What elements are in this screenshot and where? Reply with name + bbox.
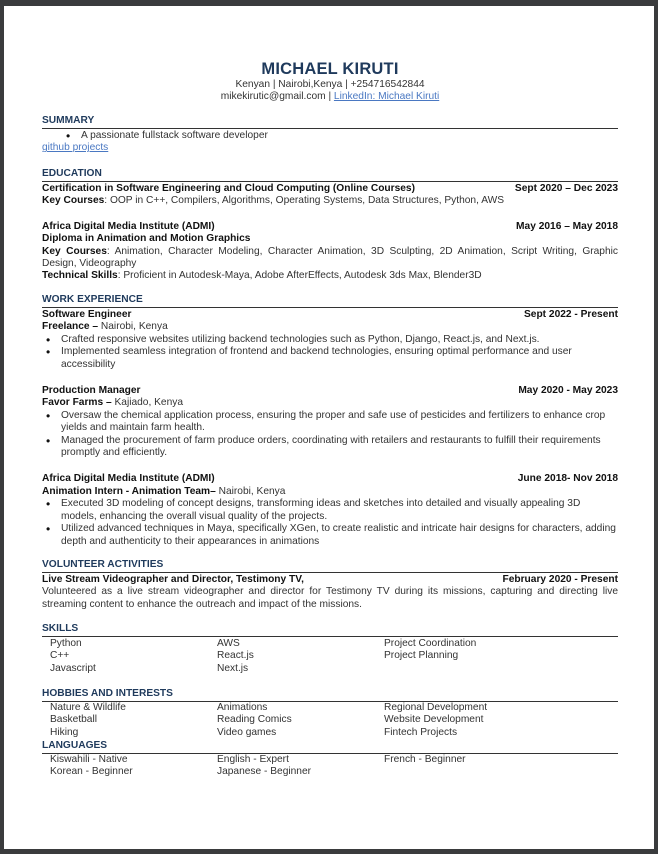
education-entry-header [42, 221, 618, 233]
key-courses-text: : OOP in C++, Compilers, Algorithms, Operating Systems, Data Structures, Python, AWS [104, 195, 505, 207]
institution: Certification in Software Engineering and Cloud Computing (Online Courses) [42, 183, 415, 194]
hobby-item: Reading Comics [217, 714, 292, 726]
job-bullet: • Utilized advanced techniques in Maya, specifically XGen, to create realistic and intricate hair designs for characters, adding depth and authenticity to their appearances in animations [61, 523, 618, 548]
hobby-item: Website Development [384, 714, 484, 726]
job-bullet: • Managed the procurement of farm produce orders, coordinating with retailers and restaurants to fulfill their requirements promptly and efficiently. [61, 435, 618, 460]
job-org [42, 321, 618, 333]
hobby-item: Animations [217, 702, 268, 713]
hobbies-section [42, 688, 618, 739]
job-role: Software Engineer [42, 309, 132, 320]
section-title: HOBBIES AND INTERESTS [42, 688, 618, 702]
skill-item: Project Coordination [384, 638, 477, 649]
job-header [42, 385, 618, 397]
org-name: Favor Farms – [42, 397, 112, 409]
job-entry [42, 309, 618, 371]
org-location: Nairobi, Kenya [98, 321, 168, 333]
hobby-item: Regional Development [384, 702, 488, 713]
job-dates: June 2018- Nov 2018 [517, 473, 618, 485]
language-item: Japanese - Beginner [217, 766, 312, 778]
key-courses-label: Key Courses [42, 195, 105, 207]
institution: Africa Digital Media Institute (ADMI) [42, 220, 215, 232]
org-location: Nairobi, Kenya [215, 485, 286, 497]
work-section [42, 294, 618, 548]
job-role: Production Manager [42, 385, 141, 397]
resume-page [4, 6, 654, 849]
languages-section [42, 740, 618, 779]
key-courses [42, 246, 618, 271]
job-dates: May 2020 - May 2023 [518, 385, 618, 397]
hobby-item: Hiking [50, 726, 79, 738]
job-bullet: • Executed 3D modeling of concept designs, transforming ideas and sketches into detailed and visually appealing 3D models, enhancing the overall visual quality of the projects. [61, 498, 618, 523]
job-entry [42, 473, 618, 547]
language-item: Korean - Beginner [50, 766, 133, 778]
key-courses [42, 195, 618, 207]
contact-line: Kenyan | Nairobi,Kenya | +254716542844 [235, 79, 425, 90]
section-title: SKILLS [42, 623, 618, 637]
summary-list [42, 130, 618, 142]
hobbies-grid [42, 702, 618, 739]
section-title: VOLUNTEER ACTIVITIES [42, 559, 618, 573]
technical-skills [42, 270, 618, 282]
separator: | [325, 91, 334, 102]
job-bullets [42, 498, 618, 548]
technical-skills-label: Technical Skills [42, 270, 118, 282]
linkedin-link[interactable]: LinkedIn: Michael Kiruti [333, 91, 440, 102]
education-section [42, 168, 618, 283]
skill-item: Python [50, 638, 82, 649]
skill-item: Next.js [217, 662, 249, 674]
volunteer-dates: February 2020 - Present [502, 574, 618, 585]
skill-item: Javascript [50, 662, 96, 674]
job-bullet: • Implemented seamless integration of frontend and backend technologies, ensuring optimal performance and user accessibility [61, 346, 618, 371]
skill-item: C++ [50, 650, 70, 662]
language-item: French - Beginner [384, 754, 466, 765]
job-bullets [42, 410, 618, 460]
job-role: Africa Digital Media Institute (ADMI) [42, 473, 215, 485]
job-dates: Sept 2022 - Present [524, 309, 618, 320]
org-location: Kajiado, Kenya [111, 397, 184, 409]
dates: Sept 2020 – Dec 2023 [514, 183, 618, 194]
email-text: mikekirutic@gmail.com [220, 91, 326, 102]
volunteer-header [42, 574, 618, 586]
job-org [42, 486, 618, 498]
key-courses-label: Key Courses [42, 245, 107, 257]
language-item: Kiswahili - Native [50, 754, 128, 765]
org-name: Animation Intern - Animation Team– [42, 485, 216, 497]
dates: May 2016 – May 2018 [516, 220, 618, 232]
education-entry-header [42, 183, 618, 195]
job-entry [42, 385, 618, 459]
key-courses-text: : Animation, Character Modeling, Character Animation, 3D Sculpting, 2D Animation, Script Writing, Graphic Design, Videography [42, 245, 618, 270]
section-title: WORK EXPERIENCE [42, 294, 618, 308]
hobby-item: Video games [217, 726, 277, 738]
job-header [42, 309, 618, 321]
skill-item: AWS [217, 638, 240, 649]
hobby-item: Basketball [50, 714, 98, 726]
github-projects-link[interactable]: github projects [42, 142, 109, 154]
hobby-item: Fintech Projects [384, 726, 458, 738]
volunteer-role: Live Stream Videographer and Director, Testimony TV, [42, 574, 304, 585]
skills-grid [42, 638, 618, 675]
technical-skills-text: : Proficient in Autodesk-Maya, Adobe AfterEffects, Autodesk 3ds Max, Blender3D [117, 270, 482, 282]
skill-item: Project Planning [384, 650, 459, 662]
job-bullet: • Oversaw the chemical application process, ensuring the proper and safe use of pesticides and fertilizers to enhance crop yields and maintain farm health. [61, 410, 618, 435]
volunteer-section [42, 559, 618, 611]
volunteer-description: Volunteered as a live stream videographer and director for Testimony TV during its missions, capturing and directing live streaming content to enhance the outreach and impact of the missions. [42, 586, 618, 610]
job-header [42, 473, 618, 485]
candidate-name: MICHAEL KIRUTI [261, 60, 399, 78]
job-bullets [42, 334, 618, 371]
org-name: Freelance – [42, 321, 99, 333]
section-title: EDUCATION [42, 168, 618, 182]
hobby-item: Nature & Wildlife [50, 702, 126, 713]
skill-item [384, 663, 584, 675]
contact-line-2 [42, 91, 618, 103]
job-org [42, 397, 618, 409]
section-title: SUMMARY [42, 115, 618, 129]
languages-grid [42, 754, 618, 779]
skill-item: React.js [217, 650, 254, 662]
summary-section [42, 115, 618, 155]
degree: Diploma in Animation and Motion Graphics [42, 233, 251, 245]
skills-section [42, 623, 618, 675]
language-item: English - Expert [217, 754, 289, 765]
language-item [384, 766, 584, 778]
section-title: LANGUAGES [42, 740, 618, 754]
summary-bullet: • A passionate fullstack software developer [81, 130, 618, 142]
job-bullet: • Crafted responsive websites utilizing backend technologies such as Python, Django, React.js, and Next.js. [61, 334, 618, 346]
